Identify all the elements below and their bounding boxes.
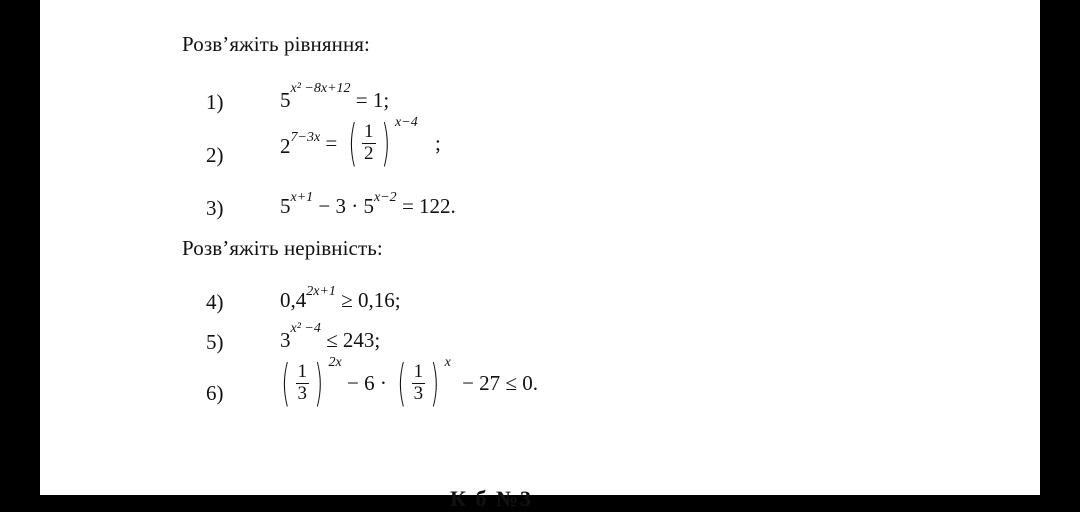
equation-3: $5^{x+1} - 3 \cdot 5^{x-2} = 122$. [280, 190, 456, 218]
heading-inequalities: Розв’яжіть нерівність: [182, 236, 383, 260]
next-section-heading-partial: К б №3 [450, 486, 534, 511]
item-number-4: 4) [206, 290, 224, 314]
inequality-5: $3^{x^2 -4} \le 243$; [280, 321, 381, 352]
document-page [40, 0, 1040, 511]
inequality-4: $0,4^{2x+1} \ge 0,16$; [280, 284, 401, 312]
heading-equations: Розв’яжіть рівняння: [182, 32, 370, 56]
item-number-5: 5) [206, 330, 224, 354]
equation-2: $2^{7-3x}$ = ( $\frac{1}{2}$ ) $^{x-4}$ ; [280, 114, 441, 172]
inequality-6: ( $\frac{1}{3}$ ) $^{2x}$ − 6 · ( $\frac{1}{3}$ ) $^x$ − 27 ≤ 0. [281, 354, 538, 412]
item-number-6: 6) [206, 381, 224, 405]
equation-1: $5^{x^2 -8x+12} = 1$; [280, 81, 390, 112]
item-number-1: 1) [206, 90, 224, 114]
item-number-3: 3) [206, 196, 224, 220]
item-number-2: 2) [206, 143, 224, 167]
